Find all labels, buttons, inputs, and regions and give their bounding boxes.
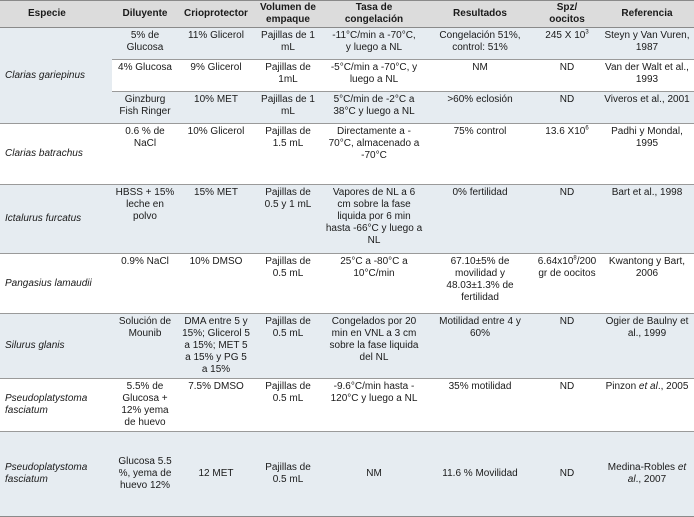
cell-resultados: Motilidad entre 4 y 60% <box>426 314 534 379</box>
cell-tasa-part1: -11°C/min a -70°C, <box>332 30 416 41</box>
cell-volumen: Pajillas de 1 mL <box>254 28 322 60</box>
cell-referencia: Ogier de Baulny et al., 1999 <box>600 314 694 379</box>
cell-crioprotector: 12 MET <box>178 432 254 517</box>
cell-spz: ND <box>534 185 600 254</box>
cell-especie: Pseudoplatystoma fasciatum <box>0 379 112 432</box>
cell-tasa-part2: luego a NL <box>349 74 399 85</box>
cell-spz-tail: /200 gr de oocitos <box>538 256 597 279</box>
cell-tasa-part1: Congelados por 20 min en VNL a 3 cm sobre la fase liquida <box>329 316 419 351</box>
cell-resultados: 0% fertilidad <box>426 185 534 254</box>
cell-tasa-part1: Vapores de NL a 6 cm sobre la fase liquida por 6 min <box>332 187 416 222</box>
cell-tasa <box>322 60 426 92</box>
cell-spz <box>534 124 600 185</box>
cell-crioprotector: 10% Glicerol <box>178 124 254 185</box>
table-row <box>0 432 694 517</box>
cell-tasa-part2: y luego a NL <box>345 42 403 53</box>
cell-volumen: Pajillas de 0.5 mL <box>254 379 322 432</box>
cell-volumen: Pajillas de 1 mL <box>254 92 322 124</box>
cell-referencia-author: Medina-Robles <box>607 462 678 473</box>
cell-diluyente: 4% Glucosa <box>112 60 178 92</box>
cell-spz: ND <box>534 432 600 517</box>
cell-tasa: NM <box>322 432 426 517</box>
cell-spz: ND <box>534 379 600 432</box>
cell-spz-exponent: 8 <box>573 255 577 262</box>
cell-referencia <box>600 432 694 517</box>
cell-especie: Pseudoplatystoma fasciatum <box>0 432 112 517</box>
cell-tasa <box>322 28 426 60</box>
cell-tasa-part2: del NL <box>359 352 389 363</box>
cell-volumen: Pajillas de 0.5 mL <box>254 314 322 379</box>
cell-tasa <box>322 254 426 314</box>
cell-crioprotector: 15% MET <box>178 185 254 254</box>
cell-tasa-part1: -9.6°C/min hasta - <box>333 381 415 392</box>
cell-diluyente: Glucosa 5.5 %, yema de huevo 12% <box>112 432 178 517</box>
cell-referencia: Steyn y Van Vuren, 1987 <box>600 28 694 60</box>
cell-referencia: Padhi y Mondal, 1995 <box>600 124 694 185</box>
cell-tasa-part1: 25°C a -80°C a <box>340 256 408 267</box>
cell-especie: Clarias batrachus <box>0 124 112 185</box>
cell-spz-base: 245 X 10 <box>545 30 586 41</box>
cell-tasa-part2: 10°C/min <box>353 268 395 279</box>
cell-tasa-part1: Directamente a - <box>337 126 411 137</box>
cell-referencia: Bart et al., 1998 <box>600 185 694 254</box>
header-tasa <box>322 1 426 28</box>
header-diluyente: Diluyente <box>112 1 178 28</box>
cell-crioprotector: 9% Glicerol <box>178 60 254 92</box>
cell-diluyente: HBSS + 15% leche en polvo <box>112 185 178 254</box>
cell-tasa <box>322 379 426 432</box>
cell-tasa-part2: hasta -66°C y luego a NL <box>325 223 423 246</box>
cell-referencia <box>600 379 694 432</box>
cell-diluyente: 5% de Glucosa <box>112 28 178 60</box>
cell-referencia: Van der Walt et al., 1993 <box>600 60 694 92</box>
cell-volumen: Pajillas de 0.5 mL <box>254 254 322 314</box>
table-row <box>0 28 694 60</box>
cell-volumen: Pajillas de 1.5 mL <box>254 124 322 185</box>
cell-diluyente: 5.5% de Glucosa + 12% yema de huevo <box>112 379 178 432</box>
header-volumen <box>254 1 322 28</box>
cell-resultados: 75% control <box>426 124 534 185</box>
cell-tasa-part1: -5°C/min a -70°C, y <box>330 62 418 73</box>
cell-tasa-part2: 70°C, almacenado a -70°C <box>328 138 420 161</box>
cell-crioprotector: 7.5% DMSO <box>178 379 254 432</box>
header-volumen-line2: empaque <box>266 14 310 25</box>
cell-tasa <box>322 314 426 379</box>
table-row <box>0 254 694 314</box>
cell-resultados: >60% eclosión <box>426 92 534 124</box>
cell-volumen: Pajillas de 0.5 y 1 mL <box>254 185 322 254</box>
header-spz-line1: Spz/ <box>556 2 578 13</box>
table-row <box>0 314 694 379</box>
header-row <box>0 1 694 28</box>
cell-resultados: 11.6 % Movilidad <box>426 432 534 517</box>
header-resultados: Resultados <box>426 1 534 28</box>
cell-volumen: Pajillas de 0.5 mL <box>254 432 322 517</box>
header-referencia: Referencia <box>600 1 694 28</box>
header-spz <box>534 1 600 28</box>
table-row <box>0 185 694 254</box>
cell-tasa-part2: 120°C y luego a NL <box>330 393 418 404</box>
cell-volumen: Pajillas de 1mL <box>254 60 322 92</box>
cell-resultados: Congelación 51%, control: 51% <box>426 28 534 60</box>
cell-spz <box>534 254 600 314</box>
cell-spz: ND <box>534 92 600 124</box>
cell-referencia: Viveros et al., 2001 <box>600 92 694 124</box>
cell-especie: Pangasius lamaudii <box>0 254 112 314</box>
cell-crioprotector: 10% DMSO <box>178 254 254 314</box>
cell-referencia-etal: et al <box>627 462 687 485</box>
table-row <box>0 124 694 185</box>
header-tasa-line1: Tasa de <box>355 2 393 13</box>
cell-resultados: NM <box>426 60 534 92</box>
cell-spz: ND <box>534 60 600 92</box>
cell-diluyente: Solución de Mounib <box>112 314 178 379</box>
header-tasa-line2: congelación <box>344 14 404 25</box>
cell-referencia: Kwantong y Bart, 2006 <box>600 254 694 314</box>
cell-especie: Silurus glanis <box>0 314 112 379</box>
cell-diluyente: Ginzburg Fish Ringer <box>112 92 178 124</box>
cell-spz-exponent: 3 <box>585 29 589 36</box>
cell-especie: Ictalurus furcatus <box>0 185 112 254</box>
cell-tasa-part2: 38°C y luego a NL <box>333 106 415 117</box>
cell-referencia-author: Pinzon <box>605 381 639 392</box>
cell-referencia-year: ., 2007 <box>635 474 667 485</box>
header-especie: Especie <box>0 1 112 28</box>
cell-crioprotector: 10% MET <box>178 92 254 124</box>
table-row <box>0 379 694 432</box>
cell-crioprotector: 11% Glicerol <box>178 28 254 60</box>
cell-diluyente: 0.6 % de NaCl <box>112 124 178 185</box>
cell-tasa <box>322 92 426 124</box>
cell-spz <box>534 28 600 60</box>
cell-crioprotector: DMA entre 5 y 15%; Glicerol 5 a 15%; MET 5 a 15% y PG 5 a 15% <box>178 314 254 379</box>
header-volumen-line1: Volumen de <box>260 2 316 13</box>
cell-especie: Clarias gariepinus <box>0 28 112 124</box>
cell-tasa <box>322 185 426 254</box>
header-spz-line2: oocitos <box>549 14 585 25</box>
cell-spz-base: 13.6 X10 <box>545 126 586 137</box>
cell-tasa-part1: 5°C/min de -2°C a <box>333 94 415 105</box>
cell-spz: ND <box>534 314 600 379</box>
cell-resultados: 35% motilidad <box>426 379 534 432</box>
header-crioprotector: Crioprotector <box>178 1 254 28</box>
cell-referencia-etal: et al <box>638 381 658 392</box>
cell-spz-exponent: 6 <box>585 125 589 132</box>
cell-referencia-year: ., 2005 <box>657 381 689 392</box>
cell-diluyente: 0.9% NaCl <box>112 254 178 314</box>
cell-spz-base: 6.64x10 <box>537 256 574 267</box>
cell-tasa <box>322 124 426 185</box>
cell-resultados: 67.10±5% de movilidad y 48.03±1.3% de fertilidad <box>426 254 534 314</box>
